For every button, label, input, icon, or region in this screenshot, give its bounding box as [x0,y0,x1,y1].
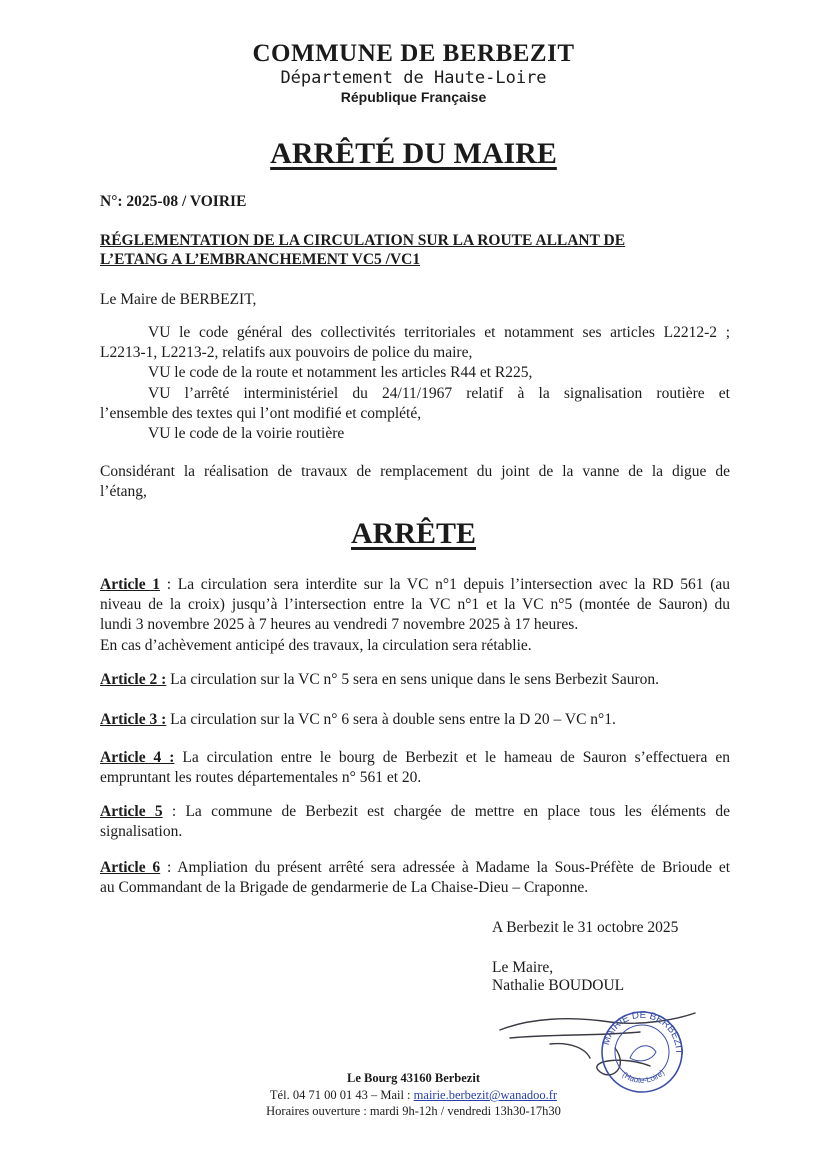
article-text: lundi 3 novembre 2025 à 7 heures au vendredi 7 novembre 2025 à 17 heures. [100,616,579,634]
article-5: Article 5 : La commune de Berbezit est chargée de mettre en place tous les éléments de signalisation. [100,802,730,842]
article-text: Ampliation du présent arrêté sera adressée à Madame la Sous-Préfète de Brioude et [177,859,731,876]
arrete-subject [100,231,700,269]
article-4 [100,748,730,788]
article-2 [100,670,730,690]
intro-line: Le Maire de BERBEZIT, [100,291,257,308]
article-text: La circulation sera interdite sur la VC n°1 depuis l’intersection avec la RD 561 (au [177,576,731,593]
article-6: Article 6 : Ampliation du présent arrêté sera adressée à Madame la Sous-Préfète de Brioude et au Commandant de la Brigade de gendarmerie de La Chaise-Dieu – Craponne. [100,858,730,898]
arrete-heading: ARRÊTE [350,517,477,550]
article-label: Article 6 [100,859,161,876]
signatory-title: Le Maire, [492,959,554,976]
vu-line: L2213-1, L2213-2, relatifs aux pouvoirs de police du maire, [100,344,473,362]
subject-line: RÉGLEMENTATION DE LA CIRCULATION SUR LA ROUTE ALLANT DE [100,232,626,249]
vu-line: VU le code général des collectivités territoriales et notamment ses articles L2212-2 ; [148,324,730,341]
footer-contact [0,1088,827,1103]
article-text: La circulation entre le bourg de Berbezit et le hameau de Sauron s’effectuera en [182,749,730,766]
considerant-line: Considérant la réalisation de travaux de remplacement du joint de la vanne de la digue de [100,463,730,480]
footer-hours: Horaires ouverture : mardi 9h-12h / vendredi 13h30-17h30 [266,1104,561,1118]
arrete-number: N°: 2025-08 / VOIRIE [100,193,247,210]
republique-line: République Française [340,89,487,105]
svg-text:MAIRIE DE BERBEZIT: MAIRIE DE BERBEZIT [600,1009,685,1055]
article-1: Article 1 : La circulation sera interdite sur la VC n°1 depuis l’intersection avec la RD 561 (au niveau de la croix) jusqu’à l’intersection entre la VC n°1 et la VC n°5 (montée de Sauron) du lundi 3 novembre 2025 à 7 heures au vendredi 7 novembre 2025 à 17 heures. En cas d’achèvement anticipé des travaux, la circulation sera rétablie. [100,575,730,656]
commune-name: COMMUNE DE BERBEZIT [252,40,575,67]
article-text: niveau de la croix) jusqu’à l’intersection entre la VC n°1 et la VC n°5 (montée de Sauron) du [100,596,730,614]
vu-line: l’ensemble des textes qui l’ont modifié et complété, [100,404,422,422]
place-date: A Berbezit le 31 octobre 2025 [492,919,679,936]
signatory-name: Nathalie BOUDOUL [492,977,625,994]
footer-address: Le Bourg 43160 Berbezit [347,1071,480,1085]
vu-block [100,323,730,444]
article-label: Article 3 : [100,711,167,728]
article-text: empruntant les routes départementales n° 561 et 20. [100,769,422,787]
article-text: La commune de Berbezit est chargée de mettre en place tous les éléments de [185,803,730,820]
article-text: La circulation sur la VC n° 5 sera en sens unique dans le sens Berbezit Sauron. [170,671,660,688]
article-label: Article 4 : [100,749,175,766]
considerant-block [100,462,730,502]
vu-line: VU le code de la voirie routière [148,425,345,443]
departement-line: Département de Haute-Loire [280,68,547,88]
vu-line: VU l’arrêté interministériel du 24/11/1967 relatif à la signalisation routière et [148,384,730,402]
svg-text:(Haute-Loire): (Haute-Loire) [620,1068,667,1085]
article-text: signalisation. [100,823,183,841]
vu-line: VU le code de la route et notamment les articles R44 et R225, [148,364,533,382]
document-title: ARRÊTÉ DU MAIRE [270,137,557,170]
considerant-line: l’étang, [100,483,147,501]
article-label: Article 1 [100,576,161,593]
footer-email-link[interactable]: mairie.berbezit@wanadoo.fr [413,1088,558,1102]
article-text: au Commandant de la Brigade de gendarmerie de La Chaise-Dieu – Craponne. [100,879,589,897]
article-3 [100,710,730,730]
article-label: Article 5 [100,803,163,820]
article-text: La circulation sur la VC n° 6 sera à double sens entre la D 20 – VC n°1. [170,711,616,728]
footer-phone: Tél. 04 71 00 01 43 – Mail : [269,1088,414,1102]
article-text: En cas d’achèvement anticipé des travaux, la circulation sera rétablie. [100,636,532,654]
article-label: Article 2 : [100,671,167,688]
subject-line: L’ETANG A L’EMBRANCHEMENT VC5 /VC1 [100,251,421,268]
